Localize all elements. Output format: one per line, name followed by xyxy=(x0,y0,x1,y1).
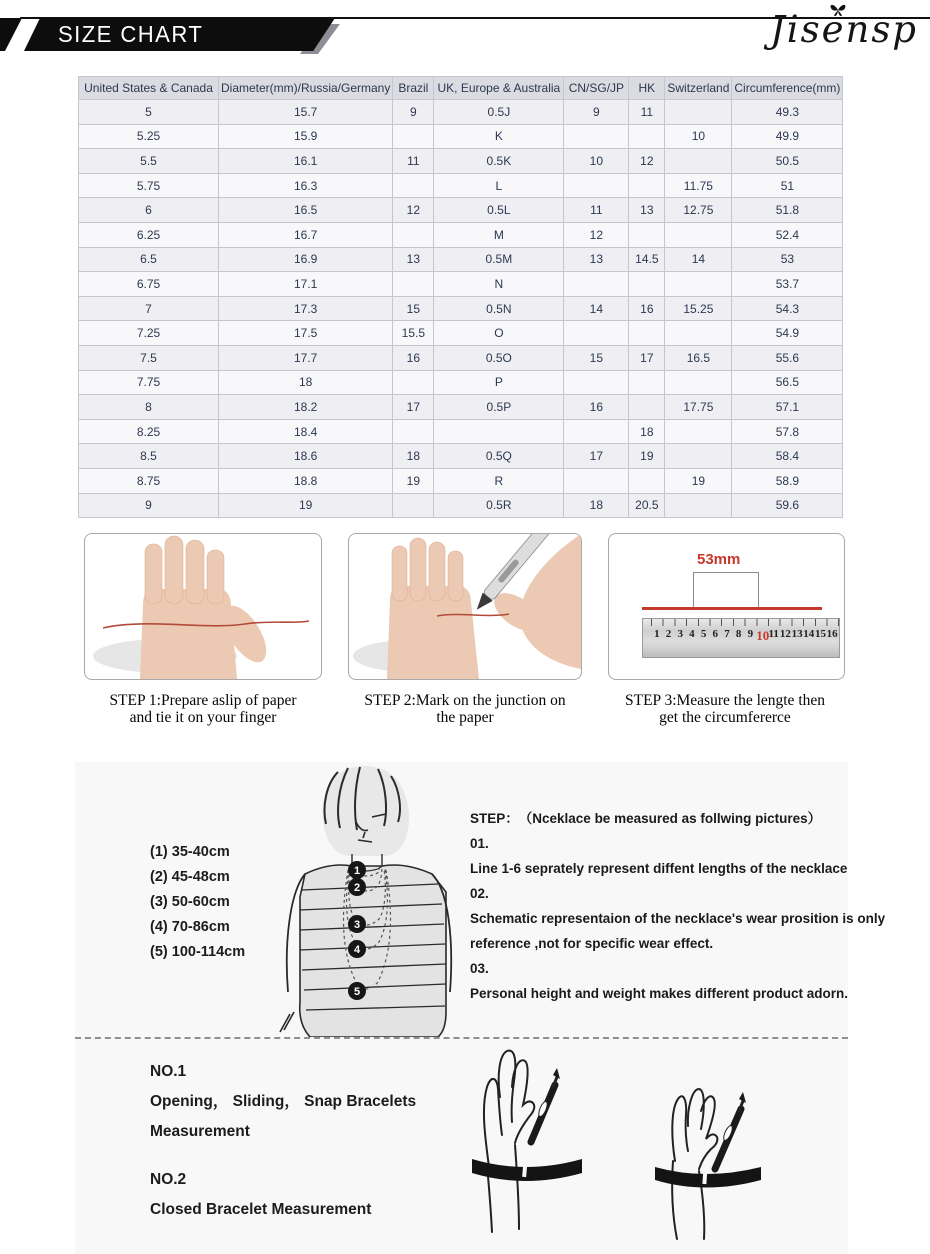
hand-with-string-illustration xyxy=(85,534,321,679)
table-cell: 20.5 xyxy=(629,493,665,518)
closed-bracelet-hand-illustration xyxy=(653,1081,763,1241)
table-cell xyxy=(564,419,629,444)
table-cell xyxy=(665,444,732,469)
table-cell: 57.8 xyxy=(732,419,843,444)
table-cell: P xyxy=(434,370,564,395)
ruler-number: 4 xyxy=(689,628,695,640)
bracelet-band xyxy=(655,1167,761,1188)
hand-marking-illustration xyxy=(349,534,581,679)
ruler-number: 2 xyxy=(665,628,672,640)
svg-text:3: 3 xyxy=(353,919,361,931)
necklace-length-list xyxy=(150,840,245,965)
ruler-number: 6 xyxy=(712,628,719,640)
table-cell: 49.3 xyxy=(732,100,843,125)
ruler-numbers xyxy=(651,628,837,644)
table-cell: 15.25 xyxy=(665,296,732,321)
table-cell xyxy=(564,468,629,493)
table-cell: 17.5 xyxy=(219,321,393,346)
table-cell: 59.6 xyxy=(732,493,843,518)
ruler-number: 15 xyxy=(814,628,826,640)
table-cell: 17 xyxy=(564,444,629,469)
table-cell: 8.5 xyxy=(79,444,219,469)
table-cell: K xyxy=(434,124,564,149)
table-cell: 8.25 xyxy=(79,419,219,444)
table-cell xyxy=(629,395,665,420)
table-cell xyxy=(393,493,434,518)
table-row xyxy=(79,468,843,493)
ruler-number: 16 xyxy=(826,628,838,640)
no1-title: NO.1 xyxy=(150,1063,187,1080)
table-cell: 7.5 xyxy=(79,345,219,370)
step3-caption: STEP 3:Measure the lengte then get the circumfererce xyxy=(624,692,826,726)
table-cell: 16 xyxy=(629,296,665,321)
table-cell: 17.75 xyxy=(665,395,732,420)
necklace-length-item: (1) 35-40cm xyxy=(150,844,230,860)
table-row xyxy=(79,444,843,469)
table-cell: 17.3 xyxy=(219,296,393,321)
table-cell: 13 xyxy=(393,247,434,272)
ruler-number: 3 xyxy=(677,628,683,640)
table-cell: 6 xyxy=(79,198,219,223)
table-cell: 17.1 xyxy=(219,272,393,297)
table-cell: 16.7 xyxy=(219,222,393,247)
table-cell: 13 xyxy=(629,198,665,223)
table-cell: 18.8 xyxy=(219,468,393,493)
table-cell xyxy=(564,124,629,149)
ruler-number: 13 xyxy=(791,628,803,640)
table-cell: 0.5J xyxy=(434,100,564,125)
table-cell: 49.9 xyxy=(732,124,843,149)
table-cell: 7 xyxy=(79,296,219,321)
table-cell: 51 xyxy=(732,173,843,198)
table-cell: 0.5O xyxy=(434,345,564,370)
table-row xyxy=(79,222,843,247)
table-row xyxy=(79,493,843,518)
table-row xyxy=(79,149,843,174)
step1-caption: STEP 1:Prepare aslip of paper and tie it on your finger xyxy=(109,692,297,726)
measure-label: 53mm xyxy=(697,551,741,568)
table-cell: R xyxy=(434,468,564,493)
table-cell: 17 xyxy=(393,395,434,420)
table-cell xyxy=(434,419,564,444)
table-cell xyxy=(629,272,665,297)
table-cell: 5.25 xyxy=(79,124,219,149)
table-cell: 11.75 xyxy=(665,173,732,198)
necklace-length-item: (4) 70-86cm xyxy=(150,919,230,935)
ruler-number: 7 xyxy=(724,628,730,640)
table-cell: 16.9 xyxy=(219,247,393,272)
table-cell: 54.3 xyxy=(732,296,843,321)
ruler-number: 9 xyxy=(747,628,754,640)
column-header: CN/SG/JP xyxy=(564,77,629,100)
open-bracelet-hand-illustration xyxy=(467,1047,587,1237)
no1-line2: Measurement xyxy=(150,1123,250,1140)
table-row xyxy=(79,296,843,321)
column-header: HK xyxy=(629,77,665,100)
table-cell: 19 xyxy=(629,444,665,469)
table-cell: 14.5 xyxy=(629,247,665,272)
table-row xyxy=(79,345,843,370)
table-cell: 15.9 xyxy=(219,124,393,149)
table-cell: 15.5 xyxy=(393,321,434,346)
table-cell: 16.1 xyxy=(219,149,393,174)
table-cell: 19 xyxy=(393,468,434,493)
table-cell xyxy=(629,321,665,346)
table-cell: 11 xyxy=(564,198,629,223)
table-cell xyxy=(629,124,665,149)
table-cell: 9 xyxy=(564,100,629,125)
table-cell: 5.5 xyxy=(79,149,219,174)
table-cell: 5 xyxy=(79,100,219,125)
table-cell: 15 xyxy=(393,296,434,321)
ruler-number: 10 xyxy=(756,628,770,643)
table-cell xyxy=(665,370,732,395)
table-cell: 9 xyxy=(393,100,434,125)
table-row xyxy=(79,272,843,297)
necklace-note-line: 03. xyxy=(470,961,489,976)
table-cell: 0.5M xyxy=(434,247,564,272)
step2-caption: STEP 2:Mark on the junction on the paper xyxy=(364,692,566,726)
table-cell xyxy=(393,419,434,444)
table-cell: 15.7 xyxy=(219,100,393,125)
brand-logo: Jisensp xyxy=(769,8,918,51)
bracelet-text xyxy=(150,1057,416,1225)
table-cell: 18 xyxy=(629,419,665,444)
size-chart-banner xyxy=(0,18,340,51)
table-cell: 18 xyxy=(219,370,393,395)
table-cell: 19 xyxy=(665,468,732,493)
ruler-number: 8 xyxy=(735,628,742,640)
table-cell xyxy=(629,370,665,395)
table-cell: 6.5 xyxy=(79,247,219,272)
measure-bracket xyxy=(693,572,759,609)
necklace-note-line: Line 1-6 seprately represent diffent lengths of the necklace xyxy=(470,861,848,876)
table-cell: 55.6 xyxy=(732,345,843,370)
svg-text:4: 4 xyxy=(353,944,361,956)
column-header: Brazil xyxy=(393,77,434,100)
table-cell: 13 xyxy=(564,247,629,272)
ruler-number: 12 xyxy=(779,628,791,640)
necklace-step-heading: STEP： （Nceklace be measured as follwing pictures） xyxy=(470,811,822,826)
column-header: Diameter(mm)/Russia/Germany xyxy=(219,77,393,100)
table-cell: 12.75 xyxy=(665,198,732,223)
red-measure-line xyxy=(642,607,822,610)
table-cell: 8 xyxy=(79,395,219,420)
table-row xyxy=(79,173,843,198)
necklace-notes xyxy=(470,806,886,1006)
ruler-number: 14 xyxy=(803,628,815,640)
table-cell: 16.3 xyxy=(219,173,393,198)
no2-title: NO.2 xyxy=(150,1171,187,1188)
table-cell: 14 xyxy=(564,296,629,321)
table-cell xyxy=(665,100,732,125)
table-cell: 16.5 xyxy=(219,198,393,223)
table-cell: 52.4 xyxy=(732,222,843,247)
table-cell: 0.5Q xyxy=(434,444,564,469)
table-cell xyxy=(665,419,732,444)
table-row xyxy=(79,370,843,395)
ruler-ticks xyxy=(651,619,839,626)
table-row xyxy=(79,100,843,125)
ruler-number: 11 xyxy=(768,628,779,640)
column-header: UK, Europe & Australia xyxy=(434,77,564,100)
step1-photo xyxy=(84,533,322,680)
table-cell: 0.5R xyxy=(434,493,564,518)
svg-text:2: 2 xyxy=(353,882,361,894)
table-cell xyxy=(665,493,732,518)
table-cell: O xyxy=(434,321,564,346)
table-cell: 17 xyxy=(629,345,665,370)
table-cell: 9 xyxy=(79,493,219,518)
table-row xyxy=(79,247,843,272)
table-cell: 15 xyxy=(564,345,629,370)
table-cell: 12 xyxy=(629,149,665,174)
table-cell: 50.5 xyxy=(732,149,843,174)
necklace-note-line: Personal height and weight makes different product adorn. xyxy=(470,986,849,1001)
no2-line1: Closed Bracelet Measurement xyxy=(150,1201,372,1218)
table-cell: 18 xyxy=(564,493,629,518)
table-cell: 58.9 xyxy=(732,468,843,493)
table-cell: 53 xyxy=(732,247,843,272)
table-cell xyxy=(393,173,434,198)
necklace-note-line: 01. xyxy=(470,836,489,851)
table-cell: 54.9 xyxy=(732,321,843,346)
column-header: Circumference(mm) xyxy=(732,77,843,100)
table-cell xyxy=(564,321,629,346)
table-cell: 5.75 xyxy=(79,173,219,198)
table-cell xyxy=(665,149,732,174)
table-cell: 19 xyxy=(219,493,393,518)
table-cell: 0.5N xyxy=(434,296,564,321)
table-cell: 10 xyxy=(564,149,629,174)
table-cell: 18.6 xyxy=(219,444,393,469)
svg-text:5: 5 xyxy=(353,986,361,998)
table-cell: 17.7 xyxy=(219,345,393,370)
table-cell: 51.8 xyxy=(732,198,843,223)
table-cell: 11 xyxy=(629,100,665,125)
table-row xyxy=(79,395,843,420)
table-cell: 57.1 xyxy=(732,395,843,420)
table-row xyxy=(79,124,843,149)
table-cell: 18 xyxy=(393,444,434,469)
column-header: United States & Canada xyxy=(79,77,219,100)
table-row xyxy=(79,321,843,346)
table-cell xyxy=(629,222,665,247)
table-cell xyxy=(665,222,732,247)
table-cell xyxy=(393,124,434,149)
ruler-number: 5 xyxy=(700,628,707,640)
necklace-length-item: (2) 45-48cm xyxy=(150,869,230,885)
step2-photo xyxy=(348,533,582,680)
banner-left-stripe xyxy=(0,18,30,51)
table-cell xyxy=(393,272,434,297)
table-cell: 56.5 xyxy=(732,370,843,395)
ring-size-table xyxy=(78,76,843,518)
table-cell: 0.5P xyxy=(434,395,564,420)
table-cell: 8.75 xyxy=(79,468,219,493)
table-cell: 6.75 xyxy=(79,272,219,297)
table-cell: 11 xyxy=(393,149,434,174)
step3-ruler-figure xyxy=(608,533,845,680)
table-cell: 16.5 xyxy=(665,345,732,370)
svg-text:1: 1 xyxy=(353,865,361,877)
table-cell: 14 xyxy=(665,247,732,272)
table-cell: 12 xyxy=(564,222,629,247)
necklace-figure xyxy=(260,762,475,1037)
necklace-length-item: (5) 100-114cm xyxy=(150,944,246,960)
table-cell xyxy=(393,370,434,395)
necklace-length-item: (3) 50-60cm xyxy=(150,894,230,910)
ruler xyxy=(642,618,840,658)
table-cell: 10 xyxy=(665,124,732,149)
ring-table-head-row xyxy=(79,77,843,100)
necklace-note-line: 02. xyxy=(470,886,489,901)
table-cell xyxy=(564,370,629,395)
table-cell xyxy=(393,222,434,247)
column-header: Switzerland xyxy=(665,77,732,100)
table-cell: 53.7 xyxy=(732,272,843,297)
table-row xyxy=(79,198,843,223)
necklace-section xyxy=(75,762,886,1037)
table-cell: 0.5K xyxy=(434,149,564,174)
ruler-number: 1 xyxy=(654,628,660,640)
table-cell: L xyxy=(434,173,564,198)
table-cell: 7.75 xyxy=(79,370,219,395)
table-cell: 18.2 xyxy=(219,395,393,420)
bracelet-section xyxy=(75,1037,848,1254)
table-cell: 7.25 xyxy=(79,321,219,346)
table-cell xyxy=(629,173,665,198)
table-cell: 6.25 xyxy=(79,222,219,247)
table-cell: N xyxy=(434,272,564,297)
table-row xyxy=(79,419,843,444)
no1-line1: Opening， Sliding， Snap Bracelets xyxy=(150,1093,417,1110)
necklace-note-line: Schematic representaion of the necklace's wear prosition is only xyxy=(470,911,886,926)
table-cell: 16 xyxy=(393,345,434,370)
table-cell: 12 xyxy=(393,198,434,223)
table-cell xyxy=(665,321,732,346)
page-title: SIZE CHART xyxy=(58,21,204,47)
table-cell xyxy=(665,272,732,297)
table-cell xyxy=(564,272,629,297)
table-cell: 18.4 xyxy=(219,419,393,444)
table-cell xyxy=(564,173,629,198)
table-cell xyxy=(629,468,665,493)
table-cell: M xyxy=(434,222,564,247)
table-cell: 58.4 xyxy=(732,444,843,469)
necklace-note-line: reference ,not for specific wear effect. xyxy=(470,936,714,951)
table-cell: 0.5L xyxy=(434,198,564,223)
table-cell: 16 xyxy=(564,395,629,420)
